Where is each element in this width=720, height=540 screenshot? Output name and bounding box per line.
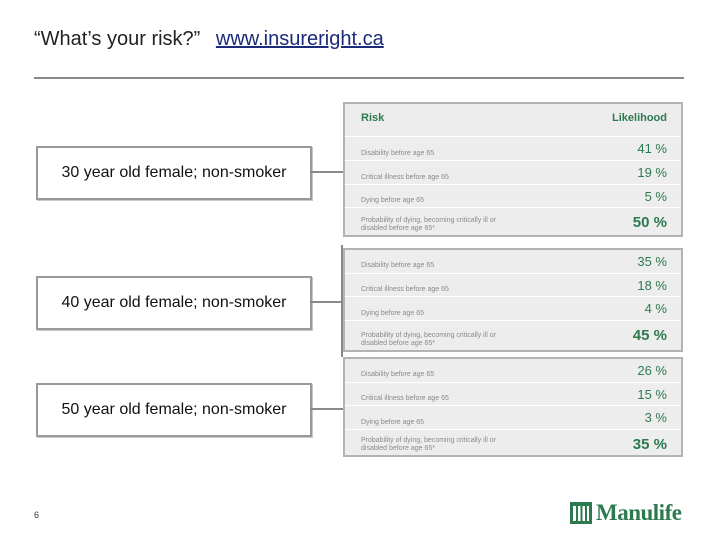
table-row-total [345, 207, 681, 236]
risk-value: 41 % [637, 141, 667, 156]
risk-label: Dying before age 65 [361, 310, 425, 317]
risk-value: 18 % [637, 278, 667, 293]
table-row [345, 382, 681, 406]
risk-value: 3 % [644, 410, 667, 425]
risk-label: Critical illness before age 65 [361, 395, 449, 402]
table-row-total [345, 429, 681, 456]
risk-label: Probability of dying, becoming critically ill or disabled before age 65* [361, 437, 496, 452]
risk-label: Critical illness before age 65 [361, 174, 449, 181]
risk-value: 5 % [644, 189, 667, 204]
table-row [345, 136, 681, 161]
risk-label: Disability before age 65 [361, 262, 435, 269]
connector-30 [310, 171, 343, 173]
table-row [345, 359, 681, 382]
risk-panel-50 [343, 357, 683, 457]
risk-value: 19 % [637, 165, 667, 180]
risk-label: Probability of dying, becoming critically ill or disabled before age 65* [361, 332, 496, 347]
risk-value-total: 50 % [632, 214, 667, 231]
profile-label-30: 30 year old female; non-smoker [36, 146, 312, 200]
panel-header [345, 104, 681, 134]
risk-value-total: 35 % [632, 436, 667, 453]
table-row [345, 184, 681, 208]
website-link[interactable]: www.insureright.ca [215, 28, 384, 50]
risk-value: 35 % [637, 254, 667, 269]
connector-40 [310, 301, 343, 303]
brand-name: Manulife [596, 500, 682, 525]
table-row [345, 273, 681, 297]
manulife-m-icon [570, 502, 592, 524]
likelihood-header: Likelihood [612, 112, 667, 124]
risk-label: Dying before age 65 [361, 197, 425, 204]
risk-label: Disability before age 65 [361, 150, 435, 157]
page-number: 6 [34, 510, 40, 520]
title-divider [34, 77, 684, 79]
risk-label: Dying before age 65 [361, 419, 425, 426]
table-row [345, 250, 681, 273]
risk-value-total: 45 % [632, 327, 667, 344]
risk-label: Probability of dying, becoming critically ill or disabled before age 65* [361, 217, 496, 232]
risk-label: Disability before age 65 [361, 371, 435, 378]
risk-value: 26 % [637, 363, 667, 378]
risk-header: Risk [361, 112, 385, 124]
profile-label-40: 40 year old female; non-smoker [36, 276, 312, 330]
risk-value: 15 % [637, 387, 667, 402]
table-row [345, 160, 681, 185]
risk-panel-30 [343, 102, 683, 237]
table-row-total [345, 320, 681, 351]
profile-label-50: 50 year old female; non-smoker [36, 383, 312, 437]
connector-50 [310, 408, 343, 410]
risk-label: Critical illness before age 65 [361, 286, 449, 293]
risk-value: 4 % [644, 301, 667, 316]
title-text: “What’s your risk?” [34, 28, 201, 50]
slide-title [34, 28, 384, 51]
risk-panel-40 [343, 248, 683, 352]
table-row [345, 296, 681, 321]
table-row [345, 405, 681, 430]
manulife-logo [570, 500, 681, 526]
